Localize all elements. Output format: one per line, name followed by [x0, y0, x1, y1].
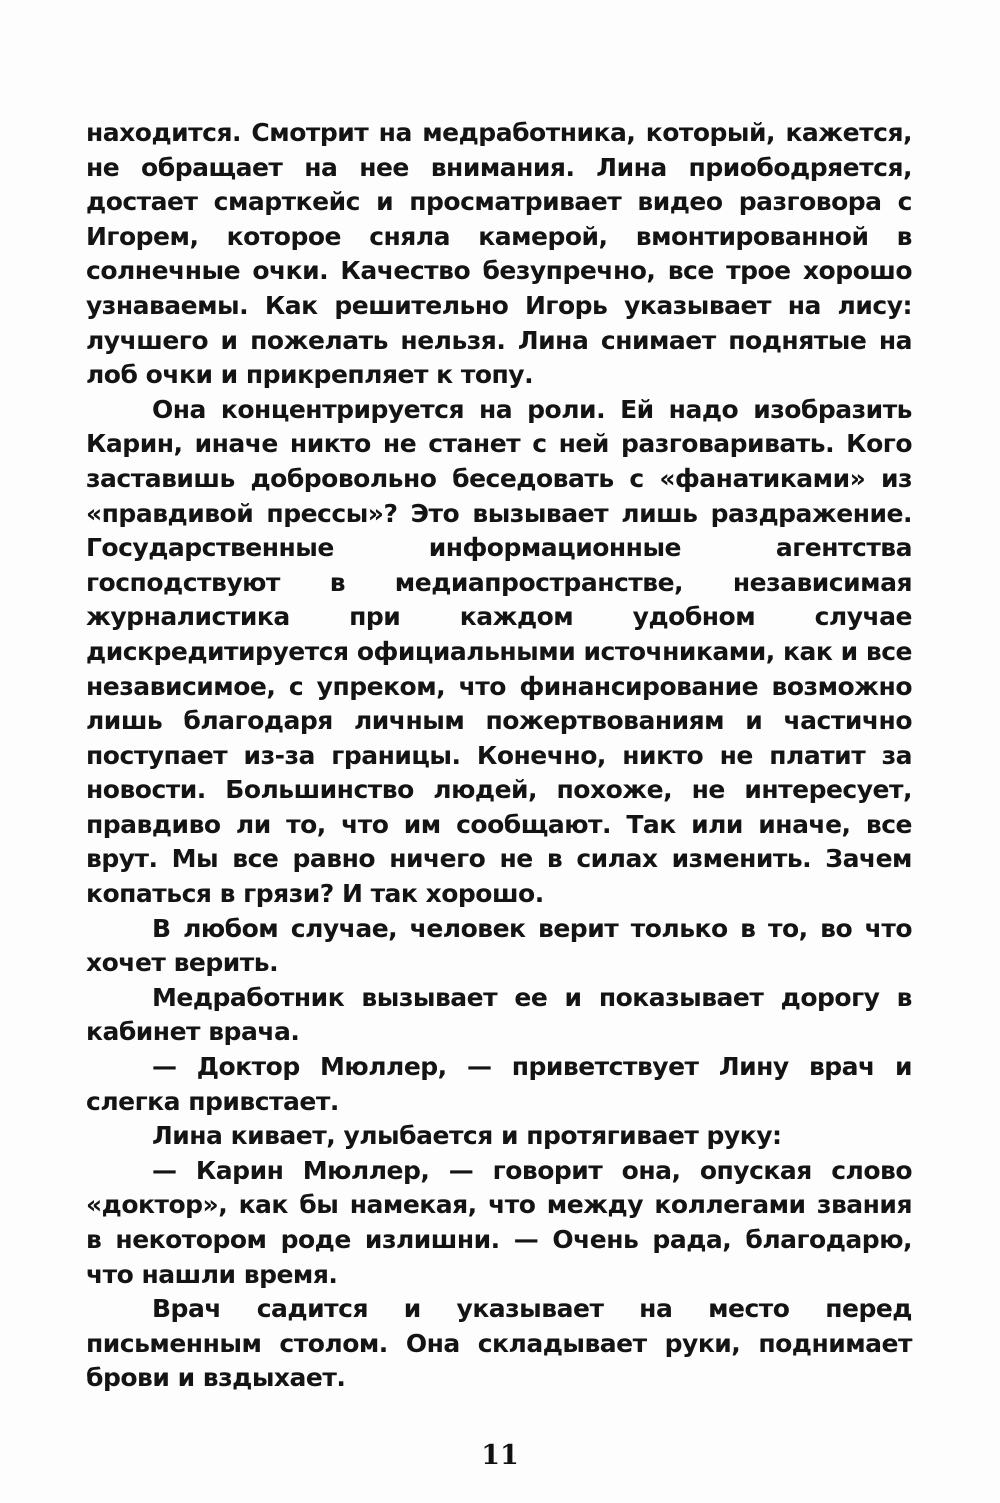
paragraph: Медработник вызывает ее и показывает дорогу в кабинет врача. [86, 982, 912, 1047]
paragraph: Врач садится и указывает на место перед письменным столом. Она складывает руки, поднимает брови и вздыхает. [86, 1294, 912, 1393]
paragraph: Она концентрируется на роли. Ей надо изобразить Карин, иначе никто не станет с ней разговаривать. Кого заставишь добровольно беседовать с «фанатиками» из «правдивой прессы»? Это вызывает лишь раздражение. Государственные информационные агентства господствуют в медиапространстве, независимая журналистика при каждом удобном случае дискредитируется официальными источниками, как и все независимое, с упреком, что финансирование возможно лишь благодаря личным пожертвованиям и частично поступает из-за границы. Конечно, никто не платит за новости. Большинство людей, похоже, не интересует, правдиво ли то, что им сообщают. Так или иначе, все врут. Мы все равно ничего не в силах изменить. Зачем копаться в грязи? И так хорошо. [86, 394, 912, 909]
paragraph-continuation: находится. Смотрит на медработника, который, кажется, не обращает на нее внимания. Лина приободряется, достает смарткейс и просматривает видео разговора с Игорем, которое сняла камерой, вмонтированной в солнечные очки. Качество безупречно, все трое хорошо узнаваемы. Как решительно Игорь указывает на лису: лучшего и пожелать нельзя. Лина снимает поднятые на лоб очки и прикрепляет к топу. [86, 118, 912, 390]
page-number: 11 [481, 1440, 519, 1471]
body-text [86, 116, 912, 1396]
paragraph: В любом случае, человек верит только в то, во что хочет верить. [86, 913, 912, 978]
dialogue-paragraph: — Карин Мюллер, — говорит она, опуская слово «доктор», как бы намекая, что между коллегами звания в некотором роде излишни. — Очень рада, благодарю, что нашли время. [86, 1155, 912, 1289]
dialogue-paragraph: — Доктор Мюллер, — приветствует Лину врач и слегка привстает. [86, 1052, 912, 1116]
paragraph: Лина кивает, улыбается и протягивает руку: [152, 1121, 782, 1151]
